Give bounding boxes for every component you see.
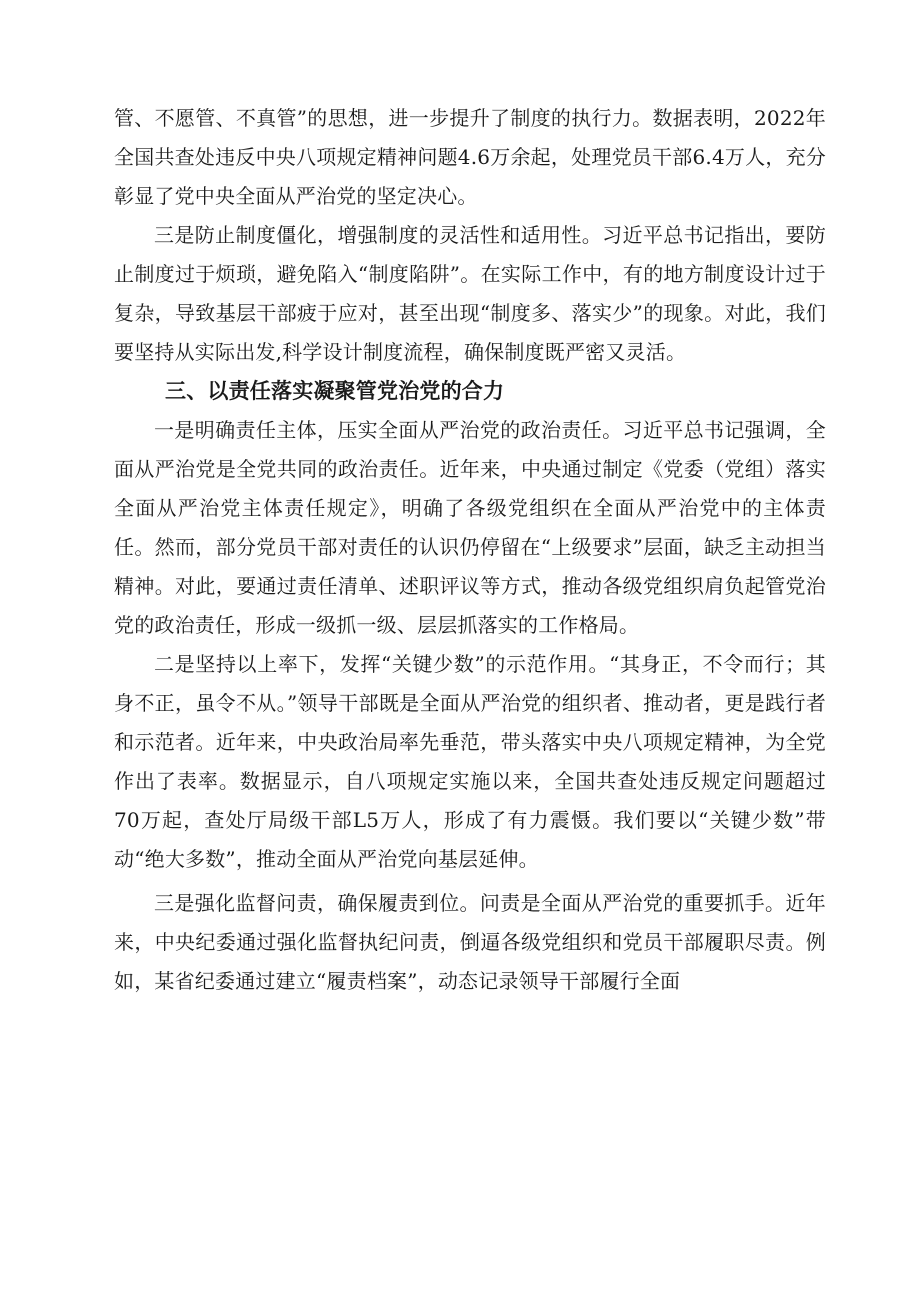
paragraph-accountability: 三是强化监督问责，确保履责到位。问责是全面从严治党的重要抓手。近年来，中央纪委通过强化监督执纪问责，倒逼各级党组织和党员干部履职尽责。例如，某省纪委通过建立“履责档案”，动态记录领导干部履行全面 xyxy=(114,891,826,993)
paragraph-clarify-responsibility: 一是明确责任主体，压实全面从严治党的政治责任。习近平总书记强调，全面从严治党是全党共同的政治责任。近年来，中央通过制定《党委（党组）落实全面从严治党主体责任规定》，明确了各级党组织在全面从严治党中的主体责任。然而，部分党员干部对责任的认识仍停留在“上级要求”层面，缺乏主动担当精神。对此，要通过责任清单、述职评议等方式，推动各级党组织肩负起管党治党的政治责任，形成一级抓一级、层层抓落实的工作格局。 xyxy=(114,418,826,637)
paragraph-continued: 管、不愿管、不真管”的思想，进一步提升了制度的执行力。数据表明，2022年全国共查处违反中央八项规定精神问题4.6万余起，处理党员干部6.4万人，充分彰显了党中央全面从严治党的坚定决心。 xyxy=(114,106,826,208)
paragraph-prevent-rigidity: 三是防止制度僵化，增强制度的灵活性和适用性。习近平总书记指出，要防止制度过于烦琐，避免陷入“制度陷阱”。在实际工作中，有的地方制度设计过于复杂，导致基层干部疲于应对，甚至出现“制度多、落实少”的现象。对此，我们要坚持从实际出发,科学设计制度流程，确保制度既严密又灵活。 xyxy=(114,223,826,364)
document-body xyxy=(114,99,826,1001)
paragraph-lead-by-example: 二是坚持以上率下，发挥“关键少数”的示范作用。“其身正，不令而行；其身不正，虽令不从。”领导干部既是全面从严治党的组织者、推动者，更是践行者和示范者。近年来，中央政治局率先垂范，带头落实中央八项规定精神，为全党作出了表率。数据显示，自八项规定实施以来，全国共查处违反规定问题超过70万起，查处厅局级干部L5万人，形成了有力震慑。我们要以“关键少数”带动“绝大多数”，推动全面从严治党向基层延伸。 xyxy=(114,652,826,871)
section-heading: 三、以责任落实凝聚管党治党的合力 xyxy=(165,379,505,403)
